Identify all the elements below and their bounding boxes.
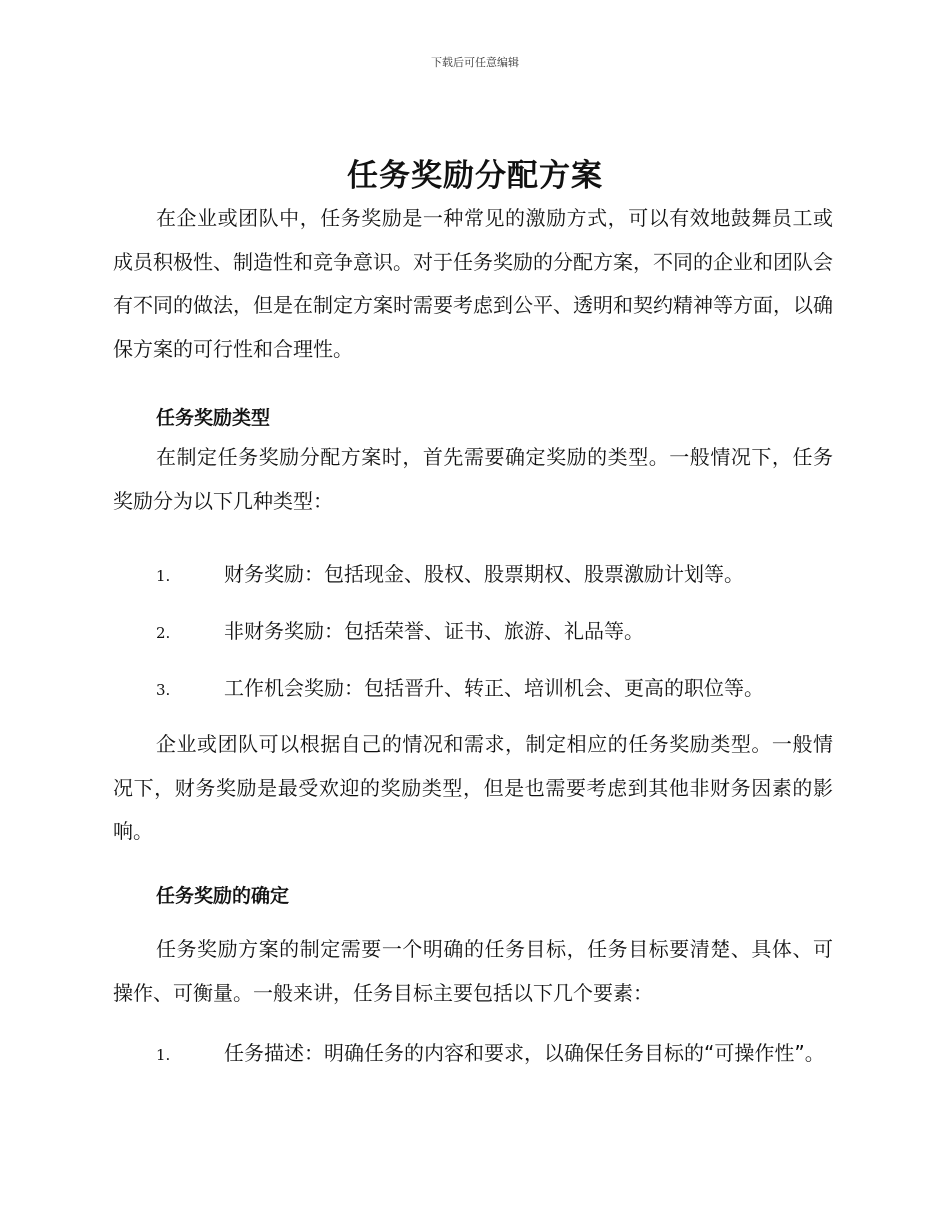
list-item: [156, 553, 833, 599]
list-number: 2.: [156, 624, 171, 642]
intro-paragraph: 在企业或团队中，任务奖励是一种常见的激励方式，可以有效地鼓舞员工或成员积极性、制造性和竞争意识。对于任务奖励的分配方案，不同的企业和团队会有不同的做法，但是在制定方案时需要考虑到公平、透明和契约精神等方面，以确保方案的可行性和合理性。: [113, 206, 833, 361]
list-item: [113, 1032, 833, 1078]
types-closing-paragraph: 企业或团队可以根据自己的情况和需求，制定相应的任务奖励类型。一般情况下，财务奖励是最受欢迎的奖励类型，但是也需要考虑到其他非财务因素的影响。: [113, 732, 833, 844]
section-heading-types: 任务奖励类型: [156, 407, 271, 429]
header-note: 下载后可任意编辑: [431, 56, 519, 69]
list-text: 工作机会奖励：包括晋升、转正、培训机会、更高的职位等。: [224, 676, 764, 700]
list-item: [156, 610, 833, 656]
section-heading-determination: 任务奖励的确定: [156, 885, 290, 907]
list-text: 任务描述：明确任务的内容和要求，以确保任务目标的“可操作性”。: [224, 1041, 825, 1065]
list-text: 财务奖励：包括现金、股权、股票期权、股票激励计划等。: [224, 562, 744, 586]
list-number: 1.: [156, 1046, 171, 1064]
list-text: 非财务奖励：包括荣誉、证书、旅游、礼品等。: [224, 619, 644, 643]
list-number: 3.: [156, 681, 171, 699]
types-paragraph: 在制定任务奖励分配方案时，首先需要确定奖励的类型。一般情况下，任务奖励分为以下几种类型：: [113, 445, 833, 513]
document-title: 任务奖励分配方案: [347, 158, 603, 194]
list-number: 1.: [156, 567, 171, 585]
determination-paragraph: 任务奖励方案的制定需要一个明确的任务目标，任务目标要清楚、具体、可操作、可衡量。一般来讲，任务目标主要包括以下几个要素：: [113, 937, 833, 1005]
list-item: [156, 667, 833, 713]
